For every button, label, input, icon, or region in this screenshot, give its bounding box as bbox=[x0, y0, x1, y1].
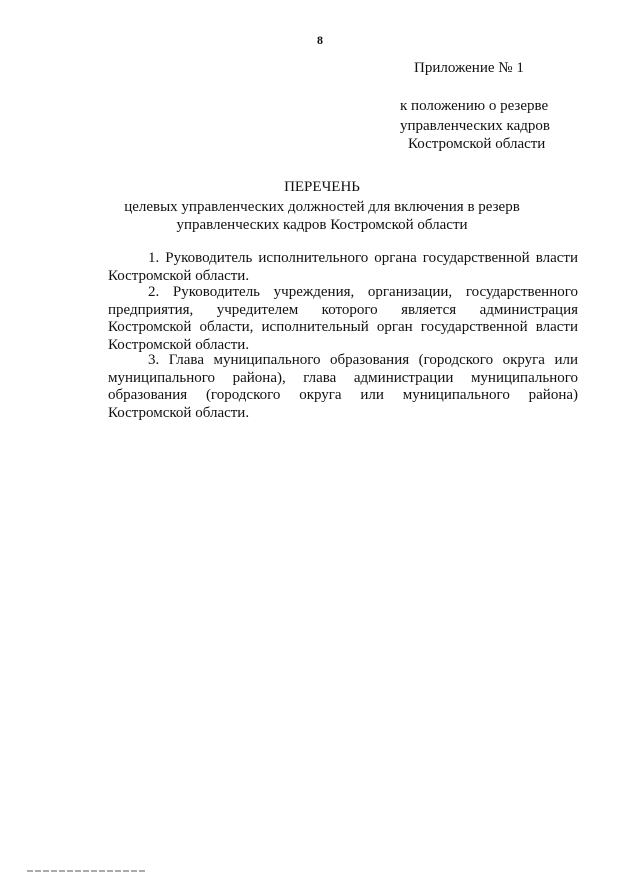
appendix-line-1: к положению о резерве bbox=[400, 98, 549, 114]
appendix-line-2: управленческих кадров bbox=[400, 118, 550, 134]
footer-mark bbox=[27, 870, 147, 872]
document-subtitle: целевых управленческих должностей для включения в резерв управленческих кадров Костромской области bbox=[124, 199, 520, 233]
list-item-3: 3. Глава муниципального образования (городского округа или муниципального района), глава администрации муниципального образования (городского округа или муниципального района) Костромской области. bbox=[108, 352, 578, 421]
appendix-line-3: Костромской области bbox=[408, 136, 546, 152]
list-item-1: 1. Руководитель исполнительного органа государственной власти Костромской области. bbox=[108, 250, 578, 284]
appendix-title: Приложение № 1 bbox=[414, 60, 524, 76]
list-item-2: 2. Руководитель учреждения, организации, государственного предприятия, учредителем которого является администрация Костромской области, исполнительный орган государственной власти Костромской области. bbox=[108, 284, 578, 353]
document-heading bbox=[100, 178, 544, 234]
page-number: 8 bbox=[317, 33, 323, 47]
document-title: ПЕРЕЧЕНЬ bbox=[284, 179, 360, 195]
